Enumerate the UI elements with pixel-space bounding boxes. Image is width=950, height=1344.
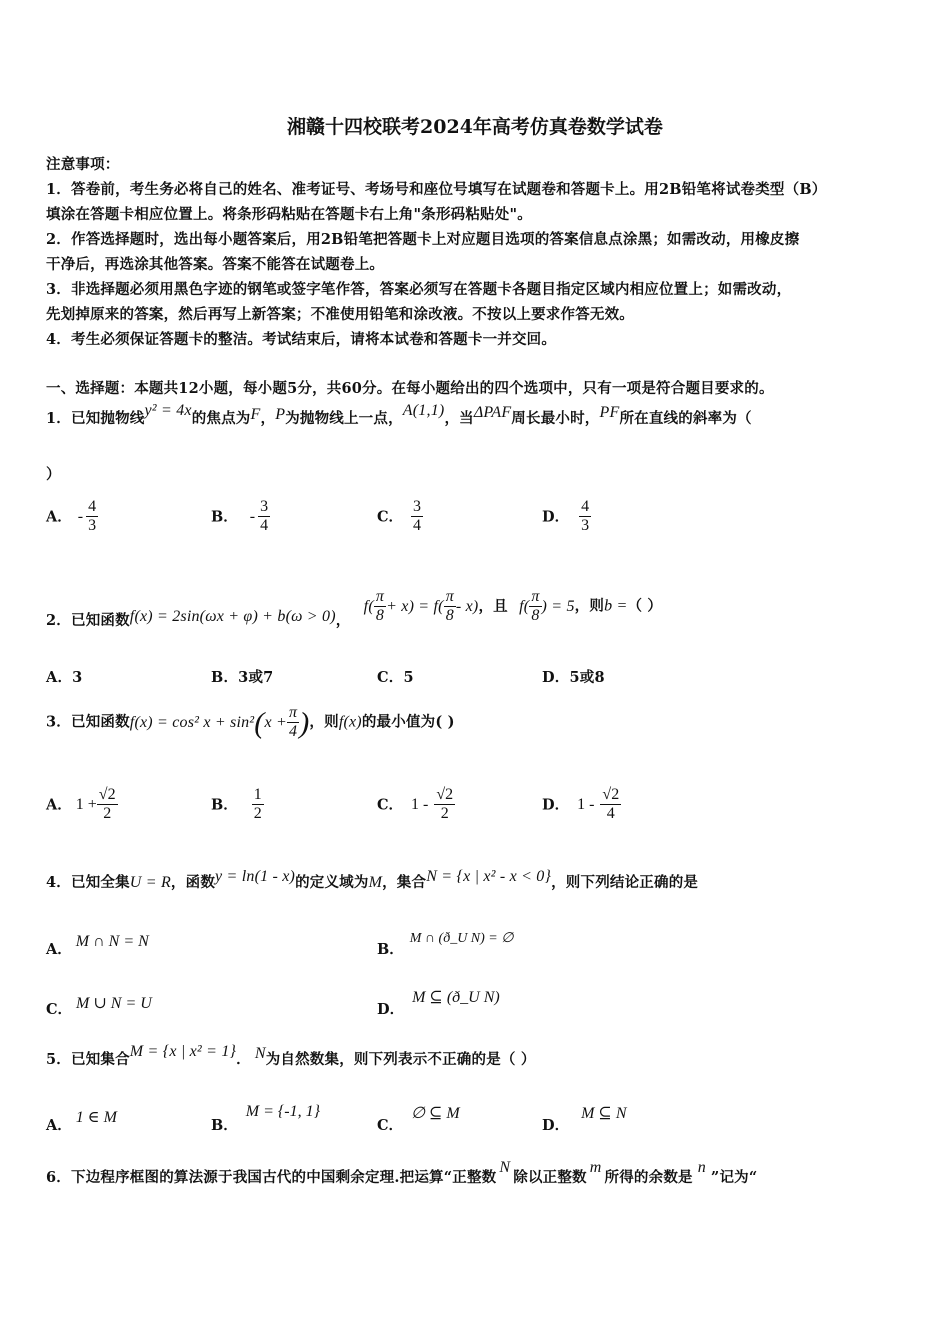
notice-line-3a: 3．非选择题必须用黑色字迹的钢笔或签字笔作答，答案必须写在答题卡各题目指定区域内相应位置上；如需改动， <box>46 281 792 298</box>
section-heading: 一、选择题：本题共12小题，每小题5分，共60分。在每小题给出的四个选项中，只有一项是符合题目要求的。 <box>46 380 774 397</box>
q3-option-b[interactable]: B． $\frac{1}{2}$ <box>211 786 262 823</box>
q4-option-a[interactable]: A． M ∩ N = N <box>46 933 149 958</box>
q2-option-c[interactable]: C．5 <box>377 669 414 686</box>
q1-option-b[interactable]: B． - $\frac{3}{4}$ <box>211 498 269 535</box>
q5-set-n: N <box>254 1045 266 1062</box>
q4-set-n: N = {x | x² - x < 0} <box>426 868 552 885</box>
q4-option-c[interactable]: C． M ∪ N = U <box>46 995 152 1018</box>
q6-n: n <box>697 1159 706 1176</box>
q4-set-m: M <box>368 874 383 891</box>
q3-fx: f(x) <box>338 713 362 731</box>
q4-function: y = ln(1 - x) <box>215 868 296 885</box>
q6-n-upper: N <box>499 1159 511 1176</box>
q4-option-d[interactable]: D．M ⊆ (ð_U N) <box>377 989 500 1018</box>
q1-option-d[interactable]: D． $\frac{4}{3}$ <box>542 498 590 535</box>
notice-line-2b: 干净后，再选涂其他答案。答案不能答在试题卷上。 <box>46 256 385 273</box>
q1-line-pf: PF <box>599 404 620 421</box>
q4-stem: 4．已知全集U = R，函数y = ln(1 - x)的定义域为M，集合N = {x | x² - x < 0}，则下列结论正确的是 <box>46 868 699 891</box>
q6-m: m <box>589 1159 602 1176</box>
q1-parabola-eq: y² = 4x <box>144 402 192 419</box>
question-6: 6．下边程序框图的算法源于我国古代的中国剩余定理.把运算“正整数N除以正整数m所得的余数是n”记为“ <box>46 1159 758 1186</box>
q1-stem: 1．已知抛物线y² = 4x的焦点为F，P为抛物线上一点，A(1,1)，当ΔPAF周长最小时，PF所在直线的斜率为（ <box>46 402 752 427</box>
q3-function: f(x) = cos² x + sin²(x + $\frac{\pi}{4}$ ) <box>129 704 310 741</box>
notice-line-2a: 2．作答选择题时，选出每小题答案后，用2B铅笔把答题卡上对应题目选项的答案信息点涂黑；如需改动，用橡皮擦 <box>46 231 800 248</box>
q1-option-a[interactable]: A． - $\frac{4}{3}$ <box>46 498 97 535</box>
q4-universal-set: U = R <box>129 874 171 891</box>
page-title: 湘赣十四校联考2024年高考仿真卷数学试卷 <box>287 116 663 138</box>
q5-option-c[interactable]: C．∅ ⊆ M <box>377 1105 460 1134</box>
q5-option-a[interactable]: A． 1 ∈ M <box>46 1109 117 1134</box>
q5-option-b[interactable]: B．M = {-1, 1} <box>211 1103 321 1134</box>
q5-option-d[interactable]: D．M ⊆ N <box>542 1105 627 1134</box>
q5-set-m: M = {x | x² = 1} <box>129 1043 237 1060</box>
q3-option-d[interactable]: D． 1 - $\frac{√2}{4}$ <box>542 786 620 823</box>
q1-focus: F <box>250 406 261 423</box>
q1-point-p: P <box>275 406 286 423</box>
q1-option-b-fraction: $\frac{3}{4}$ <box>260 498 269 535</box>
q3-option-a[interactable]: A． 1 + $\frac{√2}{2}$ <box>46 786 116 823</box>
q4-option-b[interactable]: B．M ∩ (ð_U N) = ∅ <box>377 931 514 958</box>
q3-option-c[interactable]: C． 1 - $\frac{√2}{2}$ <box>377 786 454 823</box>
notice-line-1b: 填涂在答题卡相应位置上。将条形码粘贴在答题卡右上角"条形码粘贴处"。 <box>46 206 532 223</box>
q1-point-a: A(1,1) <box>402 402 445 419</box>
q1-triangle: ΔPAF <box>473 404 512 421</box>
q1-option-c[interactable]: C． $\frac{3}{4}$ <box>377 498 422 535</box>
q1-stem-end: ） <box>46 466 61 483</box>
notice-heading: 注意事项： <box>46 156 120 173</box>
q2-condition-1: f( $\frac{\pi}{8}$ + x) = f( $\frac{\pi}{8}$ - x) <box>363 588 479 625</box>
q1-option-d-fraction: $\frac{4}{3}$ <box>581 498 590 535</box>
q1-option-a-fraction: $\frac{4}{3}$ <box>88 498 97 535</box>
notice-line-4: 4．考生必须保证答题卡的整洁。考试结束后，请将本试卷和答题卡一并交回。 <box>46 331 557 348</box>
q3-stem: 3．已知函数f(x) = cos² x + sin²(x + $\frac{\pi}{4}$ )，则f(x)的最小值为( ) <box>46 704 455 741</box>
q2-option-b[interactable]: B．3或7 <box>211 669 274 686</box>
q2-stem: 2．已知函数f(x) = 2sin(ωx + φ) + b(ω > 0)， f( $\frac{\pi}{8}$ + x) = f( $\frac{\pi}{8}$ - x)，且 f( $\frac{\pi}{8}$ ) = 5，则b =（ ） <box>46 588 663 629</box>
q2-function: f(x) = 2sin(ωx + φ) + b(ω > 0) <box>129 607 336 625</box>
q2-b: b = <box>604 597 628 615</box>
notice-line-3b: 先划掉原来的答案，然后再写上新答案；不准使用铅笔和涂改液。不按以上要求作答无效。 <box>46 306 634 323</box>
q2-option-a[interactable]: A．3 <box>46 669 83 686</box>
q1-option-c-fraction: $\frac{3}{4}$ <box>413 498 422 535</box>
q2-option-d[interactable]: D．5或8 <box>542 669 605 686</box>
q2-condition-2: f( $\frac{\pi}{8}$ ) = 5 <box>519 588 575 625</box>
q5-stem: 5．已知集合M = {x | x² = 1}． N为自然数集，则下列表示不正确的是（ ） <box>46 1043 536 1068</box>
notice-line-1a: 1．答卷前，考生务必将自己的姓名、准考证号、考场号和座位号填写在试题卷和答题卡上。用2B铅笔将试卷类型（B） <box>46 181 827 198</box>
